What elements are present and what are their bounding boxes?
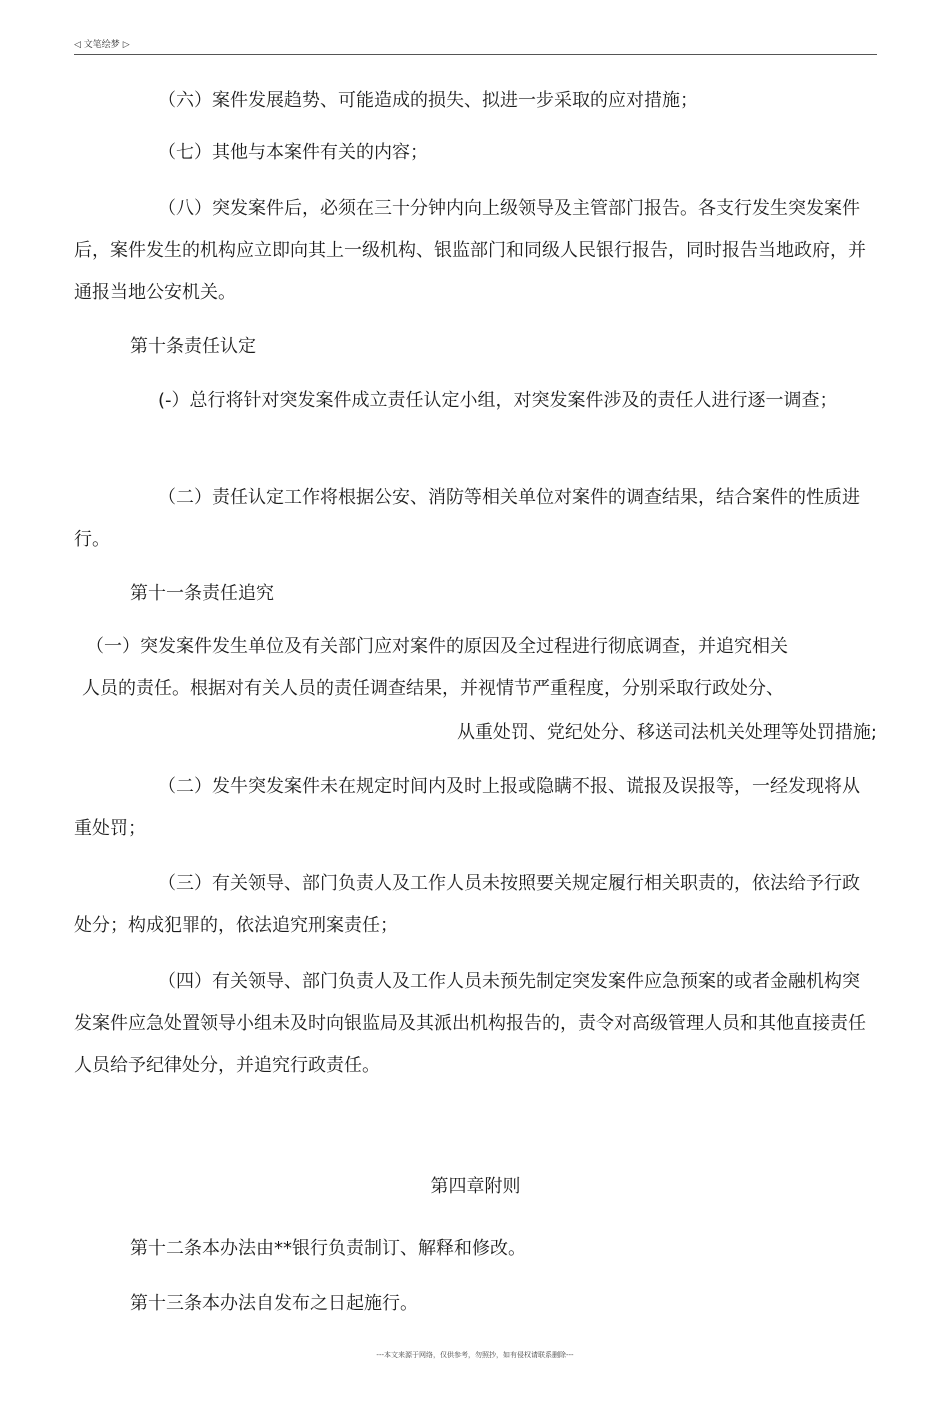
page-header — [74, 38, 877, 55]
paragraph-accountability-1-line1: （一）突发案件发生单位及有关部门应对案件的原因及全过程进行彻底调查，并追究相关 — [86, 636, 788, 657]
left-triangle-icon: ◁ — [74, 40, 81, 50]
paragraph-item-7: （七）其他与本案件有关的内容； — [158, 142, 428, 163]
right-triangle-icon: ▷ — [122, 40, 130, 50]
paragraph-responsibility-1: (-）总行将针对突发案件成立责任认定小组，对突发案件涉及的责任人进行逐一调查； — [158, 390, 838, 411]
chapter-4-heading: 第四章附则 — [430, 1176, 521, 1197]
paragraph-item-6: （六）案件发展趋势、可能造成的损失、拟进一步采取的应对措施； — [158, 90, 698, 111]
header-title: 文笔绘梦 — [83, 40, 120, 50]
paragraph-accountability-3: （三）有关领导、部门负责人及工作人员未按照要关规定履行相关职责的，依法给予行政处分；构成犯罪的，依法追究刑案责任； — [74, 873, 860, 936]
paragraph-responsibility-2: （二）责任认定工作将根据公安、消防等相关单位对案件的调查结果，结合案件的性质进行。 — [74, 487, 860, 550]
paragraph-accountability-4: （四）有关领导、部门负责人及工作人员未预先制定突发案件应急预案的或者金融机构突发案件应急处置领导小组未及时向银监局及其派出机构报告的，责令对高级管理人员和其他直接责任人员给予纪律处分，并追究行政责任。 — [74, 971, 866, 1076]
article-13: 第十三条本办法自发布之日起施行。 — [130, 1293, 418, 1314]
paragraph-item-8: （八）突发案件后，必须在三十分钟内向上级领导及主管部门报告。各支行发生突发案件后，案件发生的机构应立即向其上一级机构、银监部门和同级人民银行报告，同时报告当地政府，并通报当地公安机关。 — [74, 198, 866, 303]
article-11-heading: 第十一条责任追究 — [130, 583, 274, 604]
article-10-heading: 第十条责任认定 — [130, 336, 256, 357]
article-12: 第十二条本办法由**银行负责制订、解释和修改。 — [130, 1238, 526, 1259]
paragraph-accountability-2: （二）发牛突发案件未在规定时间内及时上报或隐瞒不报、谎报及误报等，一经发现将从重处罚； — [74, 776, 860, 839]
page-footer: ---本文来源于网络，仅供参考，勿照抄，如有侵权请联系删除--- — [376, 1351, 574, 1359]
paragraph-accountability-1-line2: 人员的责任。根据对有关人员的责任调查结果，并视情节严重程度，分别采取行政处分、 — [82, 678, 784, 699]
paragraph-accountability-1-line3: 从重处罚、党纪处分、移送司法机关处理等处罚措施; — [456, 722, 877, 743]
